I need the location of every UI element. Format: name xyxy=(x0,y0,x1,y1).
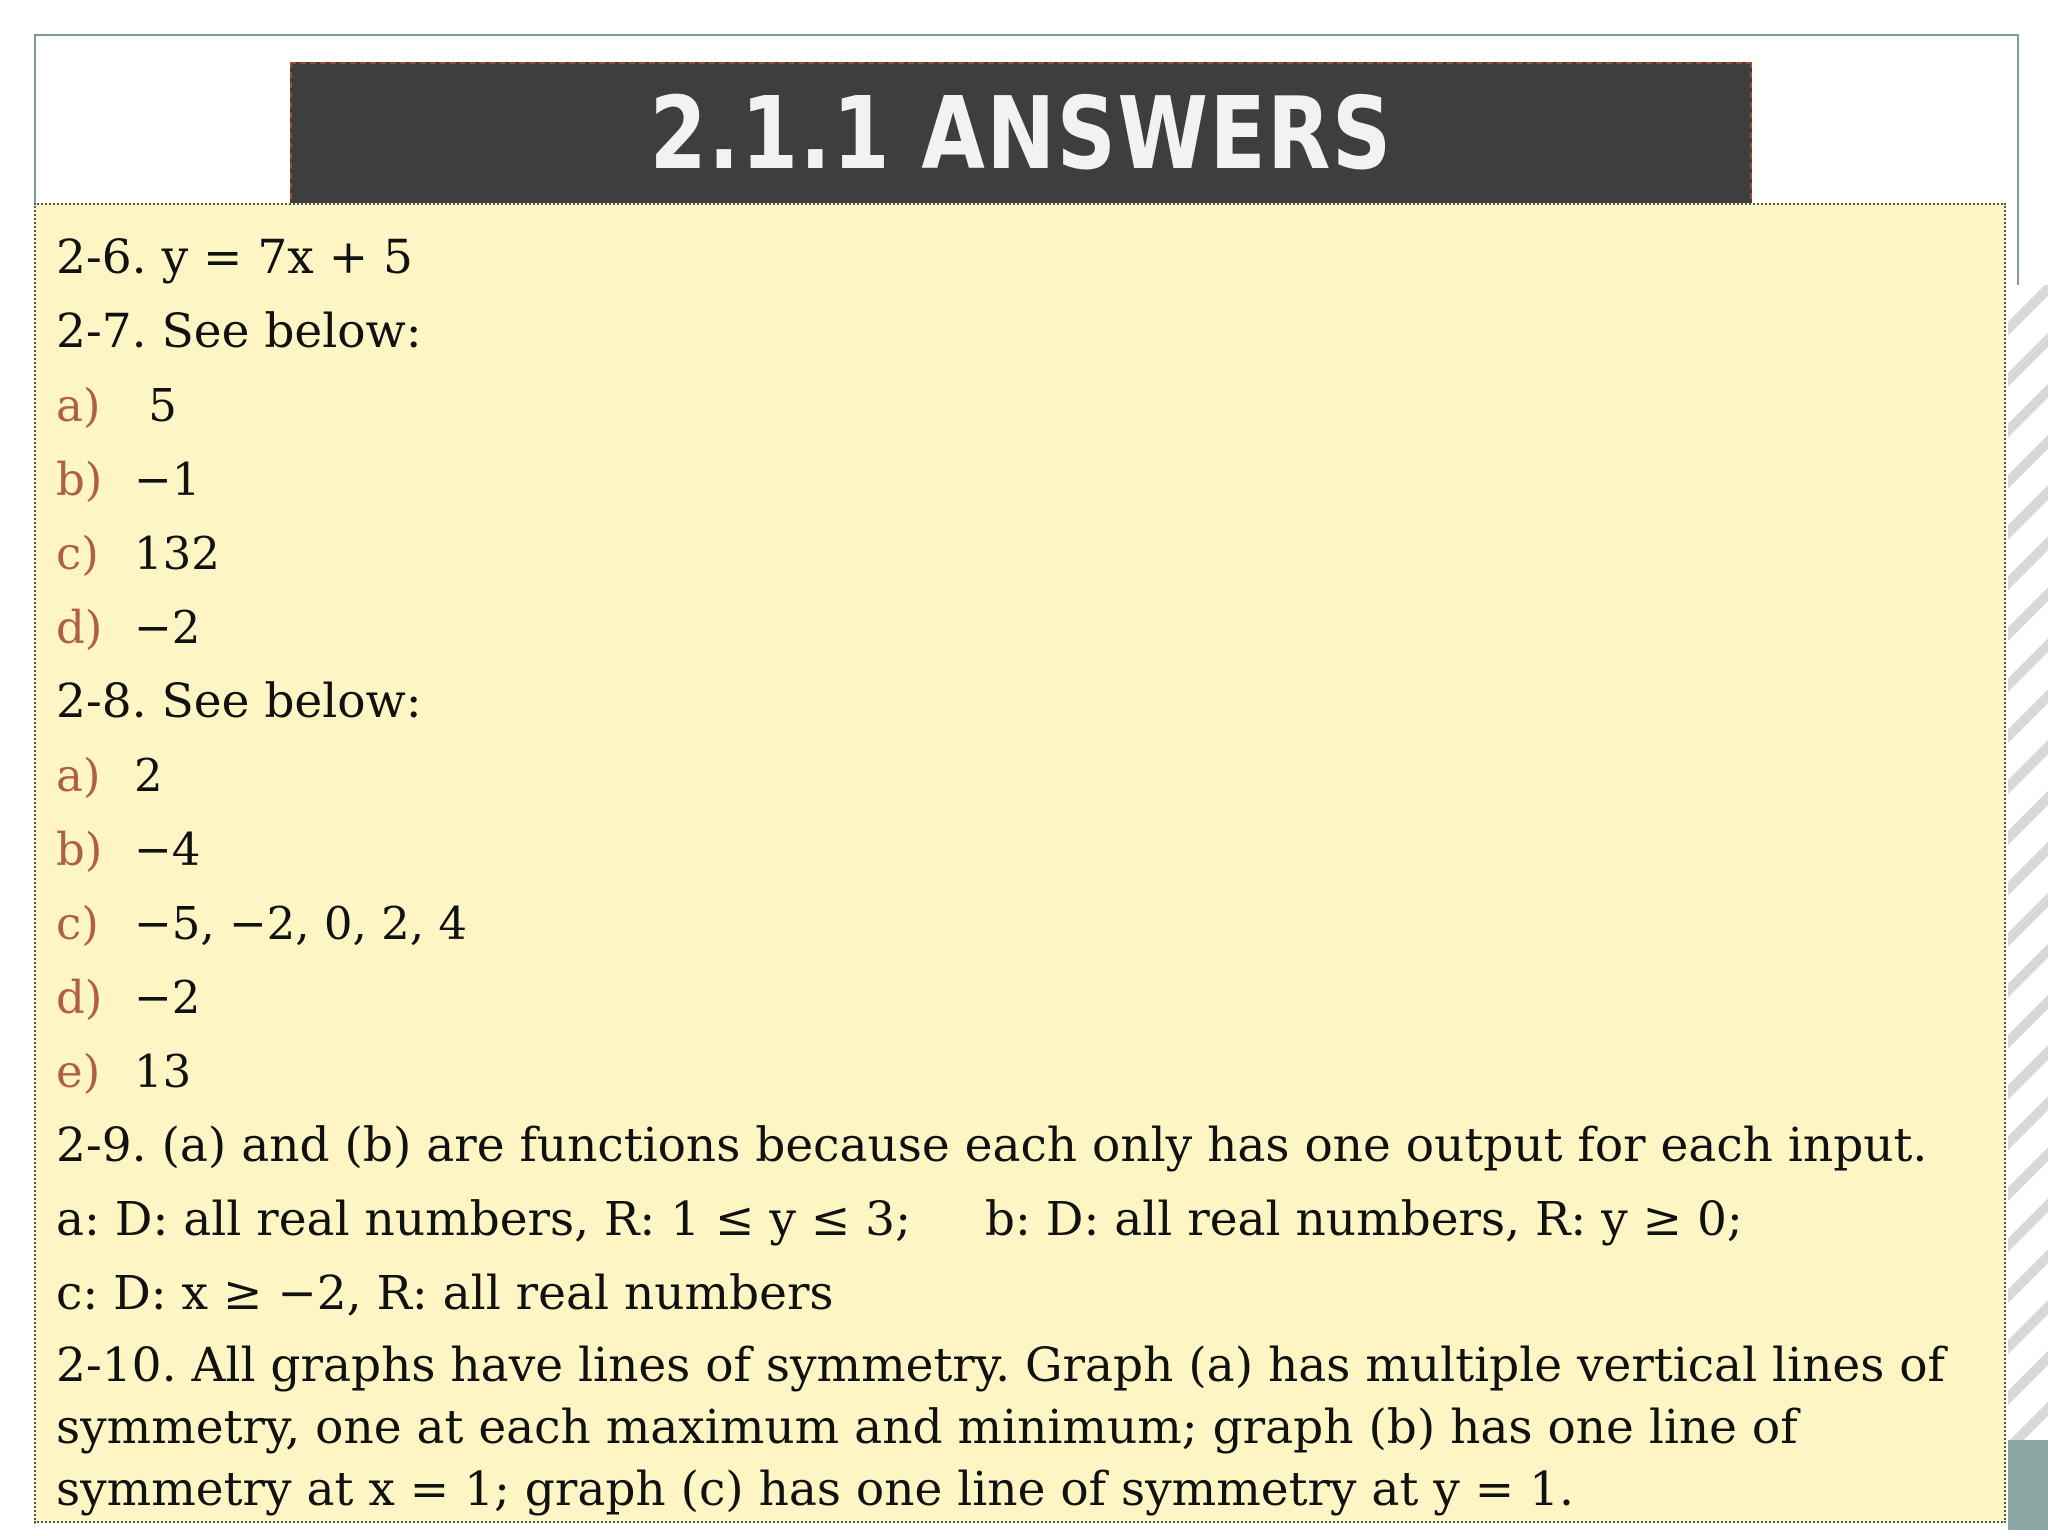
item-answer: −2 xyxy=(134,971,201,1024)
item-label: d) xyxy=(56,601,103,654)
list-item xyxy=(56,369,1984,443)
answer-2-7-heading: 2-7. See below: xyxy=(56,304,422,359)
item-answer: −1 xyxy=(134,453,201,506)
list-item xyxy=(56,961,1984,1035)
item-answer: 2 xyxy=(134,749,163,802)
answers-list xyxy=(56,221,1984,1521)
decorative-teal-block xyxy=(2008,1440,2048,1530)
list-item xyxy=(56,1035,1984,1109)
item-answer: −2 xyxy=(134,601,201,654)
item-label: c) xyxy=(56,527,99,580)
domain-range-b: b: D: all real numbers, R: y ≥ 0; xyxy=(984,1192,1743,1247)
list-item xyxy=(56,443,1984,517)
answer-2-8-heading: 2-8. See below: xyxy=(56,674,422,729)
item-answer: 5 xyxy=(134,379,177,432)
list-item xyxy=(56,887,1984,961)
item-label: b) xyxy=(56,823,103,876)
item-label: e) xyxy=(56,1045,101,1098)
list-item xyxy=(56,739,1984,813)
domain-range-a: a: D: all real numbers, R: 1 ≤ y ≤ 3; xyxy=(56,1192,911,1247)
answer-2-10: 2-10. All graphs have lines of symmetry. Graph (a) has multiple vertical lines of symmetry, one at each maximum and minimum; graph (b) has one line of symmetry at x = 1; graph (c) has one line of symmetry at y = 1. xyxy=(56,1338,1945,1517)
item-label: d) xyxy=(56,971,103,1024)
answers-panel xyxy=(34,203,2006,1523)
page-title: 2.1.1 ANSWERS xyxy=(649,74,1393,192)
item-label: a) xyxy=(56,749,101,802)
item-label: b) xyxy=(56,453,103,506)
list-item xyxy=(56,591,1984,665)
decorative-stripes xyxy=(2008,285,2048,1525)
list-item xyxy=(56,517,1984,591)
answer-2-6: 2-6. y = 7x + 5 xyxy=(56,230,413,285)
item-answer: 132 xyxy=(134,527,220,580)
item-label: a) xyxy=(56,379,101,432)
answer-2-9-line2 xyxy=(56,1183,1984,1257)
item-answer: −5, −2, 0, 2, 4 xyxy=(134,897,467,950)
title-banner xyxy=(290,62,1752,209)
answer-2-9-line3: c: D: x ≥ −2, R: all real numbers xyxy=(56,1266,834,1321)
item-answer: 13 xyxy=(134,1045,192,1098)
answer-2-9-line1: 2-9. (a) and (b) are functions because each only has one output for each input. xyxy=(56,1118,1928,1173)
item-answer: −4 xyxy=(134,823,201,876)
list-item xyxy=(56,813,1984,887)
item-label: c) xyxy=(56,897,99,950)
